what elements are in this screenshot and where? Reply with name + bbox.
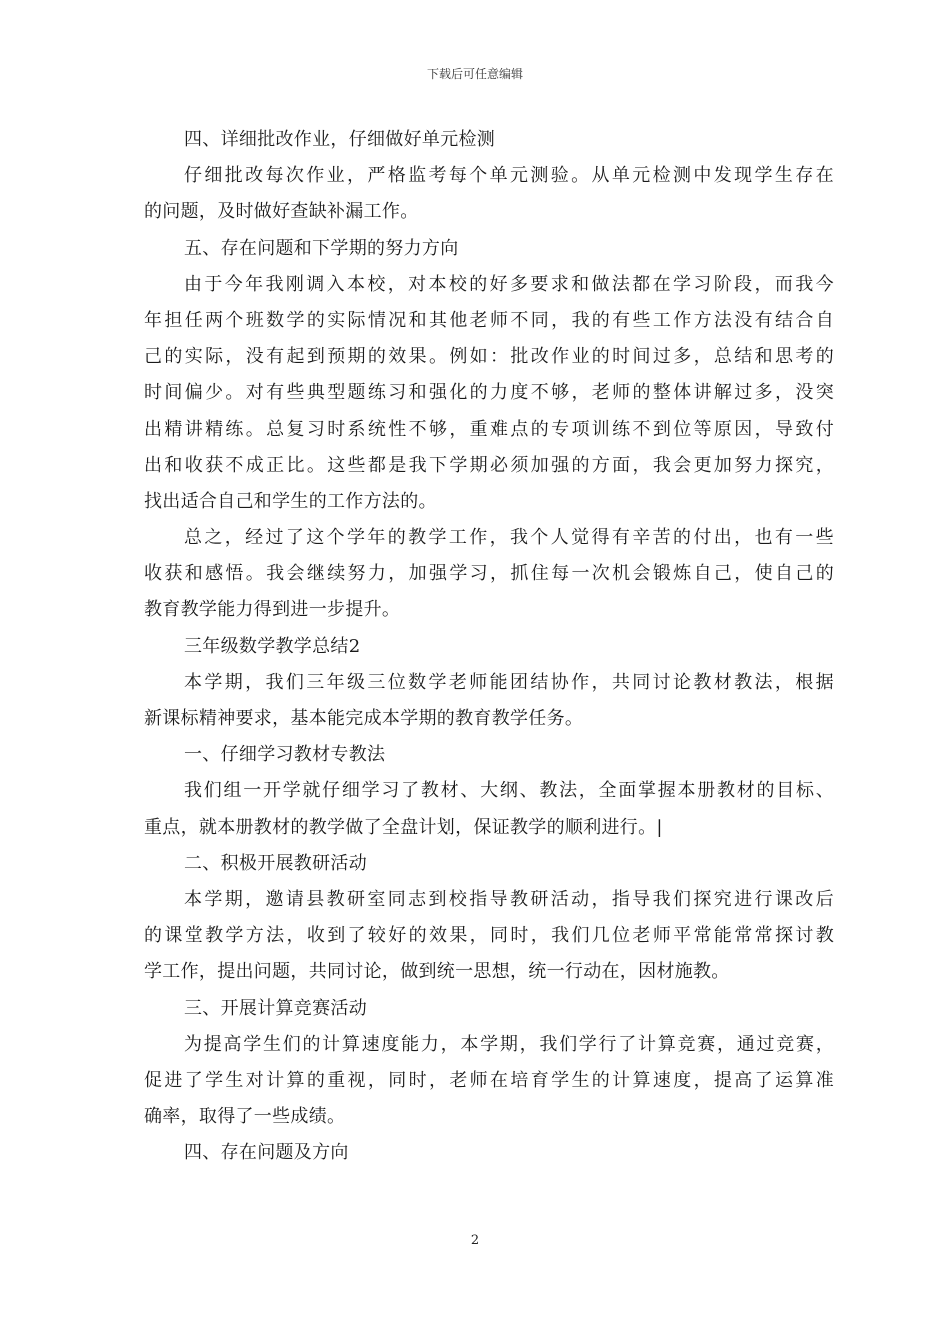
section-heading: 四、存在问题及方向 (184, 1142, 349, 1164)
paragraph-line: 时间偏少。对有些典型题练习和强化的力度不够，老师的整体讲解过多，没突 (144, 382, 834, 404)
section-heading: 四、详细批改作业，仔细做好单元检测 (184, 129, 496, 150)
paragraph-line: 为提高学生们的计算速度能力，本学期，我们学行了计算竞赛，通过竞赛， (184, 1033, 834, 1055)
paragraph-line: 本学期，我们三年级三位数学老师能团结协作，共同讨论教材教法，根据 (184, 671, 834, 693)
paragraph-line: 我们组一开学就仔细学习了教材、大纲、教法，全面掌握本册教材的目标、 (184, 780, 834, 802)
paragraph-line: 收获和感悟。我会继续努力，加强学习，抓住每一次机会锻炼自己，使自己的 (144, 563, 834, 585)
paragraph-line: 仔细批改每次作业，严格监考每个单元测验。从单元检测中发现学生存在 (184, 165, 834, 187)
section-heading: 二、积极开展教研活动 (184, 852, 367, 874)
paragraph-line: 己的实际，没有起到预期的效果。例如：批改作业的时间过多，总结和思考的 (144, 346, 834, 368)
paragraph-line: 的课堂教学方法，收到了较好的效果，同时，我们几位老师平常能常常探讨教 (144, 925, 834, 947)
paragraph-line: 总之，经过了这个学年的教学工作，我个人觉得有辛苦的付出，也有一些 (184, 527, 834, 549)
paragraph-line: 确率，取得了一些成绩。 (144, 1106, 346, 1128)
paragraph-line: 促进了学生对计算的重视，同时，老师在培育学生的计算速度，提高了运算准 (144, 1069, 834, 1091)
paragraph-line: 的问题，及时做好查缺补漏工作。 (144, 201, 419, 223)
paragraph-line: 重点，就本册教材的教学做了全盘计划，保证教学的顺利进行。| (144, 816, 663, 838)
paragraph-line: 由于今年我刚调入本校，对本校的好多要求和做法都在学习阶段，而我今 (184, 273, 834, 295)
paragraph-line: 找出适合自己和学生的工作方法的。 (144, 490, 437, 512)
page-header: 下载后可任意编辑 (426, 67, 523, 81)
paragraph-line: 教育教学能力得到进一步提升。 (144, 599, 401, 621)
document-body (144, 122, 834, 1171)
section-heading: 一、仔细学习教材专教法 (184, 744, 386, 766)
document-subtitle: 三年级数学教学总结2 (184, 635, 361, 657)
section-heading: 三、开展计算竞赛活动 (184, 997, 367, 1019)
paragraph-line: 本学期，邀请县教研室同志到校指导教研活动，指导我们探究进行课改后 (184, 888, 834, 910)
paragraph-line: 出精讲精练。总复习时系统性不够，重难点的专项训练不到位等原因，导致付 (144, 418, 834, 440)
page-number: 2 (470, 1233, 480, 1248)
paragraph-line: 出和收获不成正比。这些都是我下学期必须加强的方面，我会更加努力探究， (144, 454, 834, 476)
paragraph-line: 学工作，提出问题，共同讨论，做到统一思想，统一行动在，因材施教。 (144, 961, 730, 983)
section-heading: 五、存在问题和下学期的努力方向 (184, 237, 459, 259)
paragraph-line: 年担任两个班数学的实际情况和其他老师不同，我的有些工作方法没有结合自 (144, 309, 834, 331)
paragraph-line: 新课标精神要求，基本能完成本学期的教育教学任务。 (144, 708, 584, 729)
